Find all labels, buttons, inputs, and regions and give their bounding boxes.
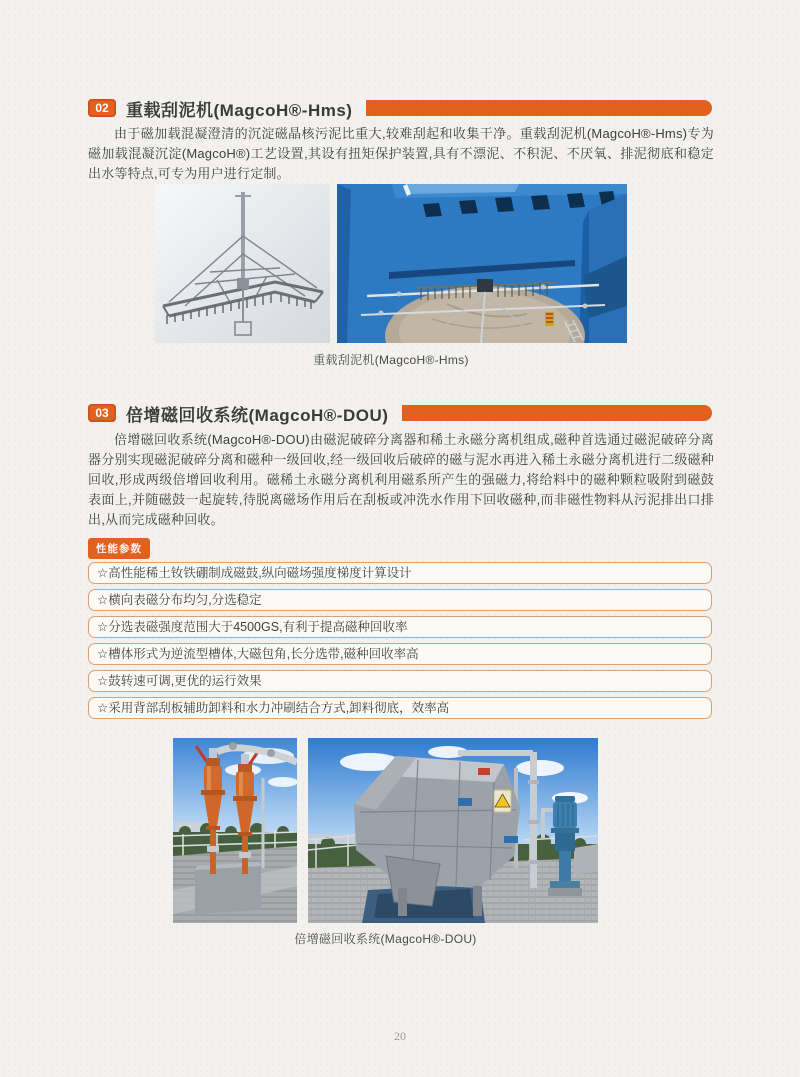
section-02-paragraph: 由于磁加载混凝澄清的沉淀磁晶核污泥比重大,较难刮起和收集干净。重载刮泥机(MagcoH®-Hms)专为磁加载混凝沉淀(MagcoH®)工艺设置,其设有扭矩保护装置,具有不漂泥、不积泥、不厌氧、排泥彻底和稳定出水等特点,可专为用户进行定制。	[88, 126, 714, 181]
section-02-header	[88, 98, 712, 118]
section-03-number-badge: 03	[88, 404, 116, 422]
section-03-paragraph: 倍增磁回收系统(MagcoH®-DOU)由磁泥破碎分离器和稀土永磁分离机组成,磁种首选通过磁泥破碎分离器分别实现磁泥破碎分离和磁种一级回收,经一级回收后破碎的磁与泥水再进入稀土永磁分离机进行二级磁种回收,形成两级倍增回收利用。磁稀土永磁分离机利用磁系所产生的强磁力,将给料中的磁种颗粒吸附到磁鼓表面上,并随磁鼓一起旋转,待脱离磁场作用后在刮板或冲洗水作用下回收磁种,而非磁性物料从污泥排出口排出,从而完成磁种回收。	[88, 432, 714, 527]
clarifier-tank-interior-graphic	[337, 184, 627, 343]
section-03-image-caption: 倍增磁回收系统(MagcoH®-DOU)	[294, 932, 477, 946]
performance-params-badge: 性能参数	[88, 538, 150, 559]
scraper-3d-render-graphic	[155, 184, 330, 343]
param-item: ☆高性能稀土钕铁硼制成磁鼓,纵向磁场强度梯度计算设计	[88, 562, 712, 584]
section-02-title: 重载刮泥机(MagcoH®-Hms)	[126, 100, 353, 120]
section-02-image-caption: 重载刮泥机(MagcoH®-Hms)	[313, 353, 469, 367]
param-item: ☆分选表磁强度范围大于4500GS,有利于提高磁种回收率	[88, 616, 712, 638]
section-03-title: 倍增磁回收系统(MagcoH®-DOU)	[126, 405, 389, 425]
page-number: 20	[394, 1029, 406, 1043]
performance-params-list	[88, 562, 712, 719]
clarifier-tank-interior-image	[337, 184, 627, 343]
param-item: ☆横向表磁分布均匀,分选稳定	[88, 589, 712, 611]
param-item: ☆槽体形式为逆流型槽体,大磁包角,长分选带,磁种回收率高	[88, 643, 712, 665]
magnetic-drum-separator-graphic	[308, 738, 598, 923]
cyclone-separators-graphic	[173, 738, 297, 923]
scraper-3d-render-image	[155, 184, 330, 343]
section-03-header	[88, 403, 712, 423]
cyclone-separators-image	[173, 738, 297, 923]
section-02-number-badge: 02	[88, 99, 116, 117]
section-02-accent-bar	[366, 100, 712, 116]
section-03-accent-bar	[402, 405, 712, 421]
param-item: ☆鼓转速可调,更优的运行效果	[88, 670, 712, 692]
param-item: ☆采用背部刮板辅助卸料和水力冲刷结合方式,卸料彻底，效率高	[88, 697, 712, 719]
magnetic-drum-separator-image	[308, 738, 598, 923]
